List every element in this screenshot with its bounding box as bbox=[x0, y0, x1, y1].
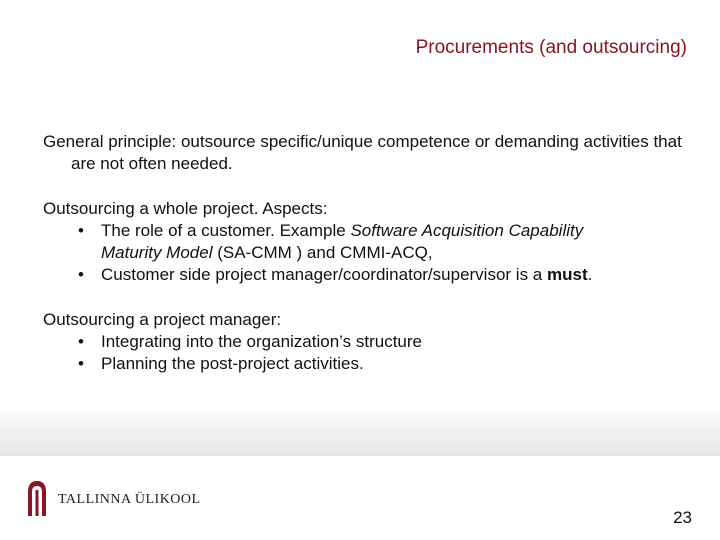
project-manager-bullets bbox=[43, 331, 688, 375]
bullet-marker: • bbox=[78, 354, 84, 373]
bullet-text: Integrating into the organization’s structure bbox=[101, 332, 422, 351]
bullet-text: Planning the post-project activities. bbox=[101, 354, 364, 373]
list-item bbox=[43, 353, 688, 375]
italic-model-name: Software Acquisition Capability bbox=[350, 221, 584, 240]
whole-project-bullets bbox=[43, 220, 688, 286]
project-manager-section bbox=[43, 309, 688, 375]
general-principle-paragraph: General principle: outsource specific/unique competence or demanding activities that are not often needed. bbox=[43, 132, 682, 173]
university-name: TALLINNA ÜLIKOOL bbox=[58, 492, 201, 507]
list-item bbox=[43, 220, 688, 264]
bullet-marker: • bbox=[78, 265, 84, 284]
italic-model-name-cont: Maturity Model bbox=[101, 243, 213, 262]
bullet-text: The role of a customer. Example bbox=[101, 221, 351, 240]
slide-title: Procurements (and outsourcing) bbox=[415, 37, 687, 58]
bullet-marker: • bbox=[78, 332, 84, 351]
bullet-text: Customer side project manager/coordinator/supervisor is a bbox=[101, 265, 547, 284]
list-item bbox=[43, 264, 688, 286]
page-number: 23 bbox=[673, 508, 692, 527]
slide-content bbox=[43, 131, 688, 375]
whole-project-heading: Outsourcing a whole project. Aspects: bbox=[43, 199, 328, 218]
project-manager-heading: Outsourcing a project manager: bbox=[43, 310, 282, 329]
bullet-text-tail: (SA-CMM ) and CMMI-ACQ, bbox=[212, 243, 433, 262]
bullet-text-end: . bbox=[587, 265, 593, 284]
footer-gradient-band bbox=[0, 404, 720, 456]
whole-project-section bbox=[43, 198, 688, 286]
bold-emphasis: must bbox=[546, 265, 588, 284]
bullet-marker: • bbox=[78, 221, 84, 240]
university-arch-logo-icon bbox=[26, 478, 48, 518]
bullet-continuation bbox=[101, 242, 688, 264]
list-item bbox=[43, 331, 688, 353]
